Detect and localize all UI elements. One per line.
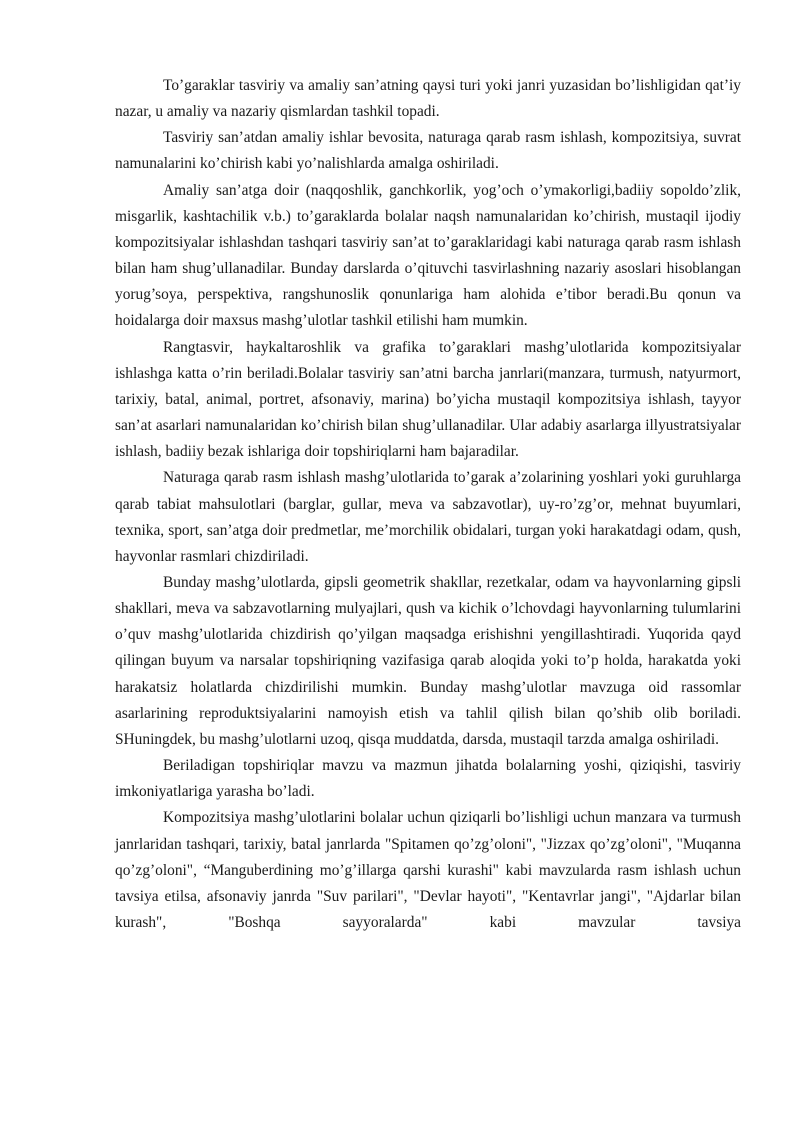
paragraph-7: Beriladigan topshiriqlar mavzu va mazmun jihatda bolalarning yoshi, qiziqishi, tasviriy imkoniyatlariga yarasha bo’ladi. (115, 757, 741, 801)
paragraph-6: Bunday mashg’ulotlarda, gipsli geometrik shakllar, rezetkalar, odam va hayvonlarning gipsli shakllari, meva va sabzavotlarning mulyajlari, qush va kichik o’lchovdagi hayvonlarning tulumlarini o’quv mashg’ulotlarida chizdirish qo’yilgan maqsadga erishishni yengillashtiradi. Yuqorida qayd qilingan buyum va narsalar topshiriqning vazifasiga qarab aloqida yoki to’p holda, harakatda yoki harakatsiz holatlarda chizdirilishi mumkin. Bunday mashg’ulotlar mavzuga oid rassomlar asarlarining reproduktsiyalarini namoyish etish va tahlil qilish bilan qo’shib olib boriladi. SHuningdek, bu mashg’ulotlarni uzoq, qisqa muddatda, darsda, mustaqil tarzda amalga oshiriladi. (115, 573, 741, 748)
paragraph-4: Rangtasvir, haykaltaroshlik va grafika to’garaklari mashg’ulotlarida kompozitsiyalar ishlashga katta o’rin beriladi.Bolalar tasviriy san’atni barcha janrlari(manzara, turmush, natyurmort, tarixiy, batal, animal, portret, afsonaviy, marina) bo’yicha mustaqil kompozitsiya ishlash, tayyor san’at asarlari namunalaridan ko’chirish bilan shug’ullanadilar. Ular adabiy asarlarga illyustratsiyalar ishlash, badiiy bezak ishlariga doir topshiriqlarni ham bajaradilar. (115, 338, 741, 461)
paragraph-1: To’garaklar tasviriy va amaliy san’atning qaysi turi yoki janri yuzasidan bo’lishligidan qat’iy nazar, u amaliy va nazariy qismlardan tashkil topadi. (115, 77, 741, 121)
paragraph-3: Amaliy san’atga doir (naqqoshlik, ganchkorlik, yog’och o’ymakorligi,badiiy sopoldo’zlik, misgarlik, kashtachilik v.b.) to’garaklarda bolalar naqsh namunalaridan ko’chirish, mustaqil ijodiy kompozitsiyalar ishlashdan tashqari tasviriy san’at to’garaklaridagi kabi naturaga qarab rasm ishlash bilan ham shug’ullanadilar. Bunday darslarda o’qituvchi tasvirlashning nazariy asoslari hisoblangan yorug’soya, perspektiva, rangshunoslik qonunlariga ham alohida e’tibor beradi.Bu qonun va hoidalarga doir maxsus mashg’ulotlar tashkil etilishi ham mumkin. (115, 181, 741, 330)
paragraph-5: Naturaga qarab rasm ishlash mashg’ulotlarida to’garak a’zolarining yoshlari yoki guruhlarga qarab tabiat mahsulotlari (barglar, gullar, meva va sabzavotlar), uy-ro’zg’or, mehnat buyumlari, texnika, sport, san’atga doir predmetlar, me’morchilik obidalari, turgan yoki harakatdagi odam, qush, hayvonlar rasmlari chizdiriladi. (115, 469, 741, 565)
paragraph-2: Tasviriy san’atdan amaliy ishlar bevosita, naturaga qarab rasm ishlash, kompozitsiya, suvrat namunalarini ko’chirish kabi yo’nalishlarda amalga oshiriladi. (115, 129, 741, 173)
document-body (115, 73, 741, 936)
paragraph-8: Kompozitsiya mashg’ulotlarini bolalar uchun qiziqarli bo’lishligi uchun manzara va turmush janrlaridan tashqari, tarixiy, batal janrlarda "Spitamen qo’zg’oloni", "Jizzax qo’zg’oloni", "Muqanna qo’zg’oloni", “Manguberdining mo’g’illarga qarshi kurashi" kabi mavzularda rasm ishlash uchun tavsiya etilsa, afsonaviy janrda "Suv parilari", "Devlar hayoti", "Kentavrlar jangi", "Ajdarlar bilan kurash", "Boshqa sayyoralarda" kabi mavzular tavsiya (115, 809, 741, 931)
